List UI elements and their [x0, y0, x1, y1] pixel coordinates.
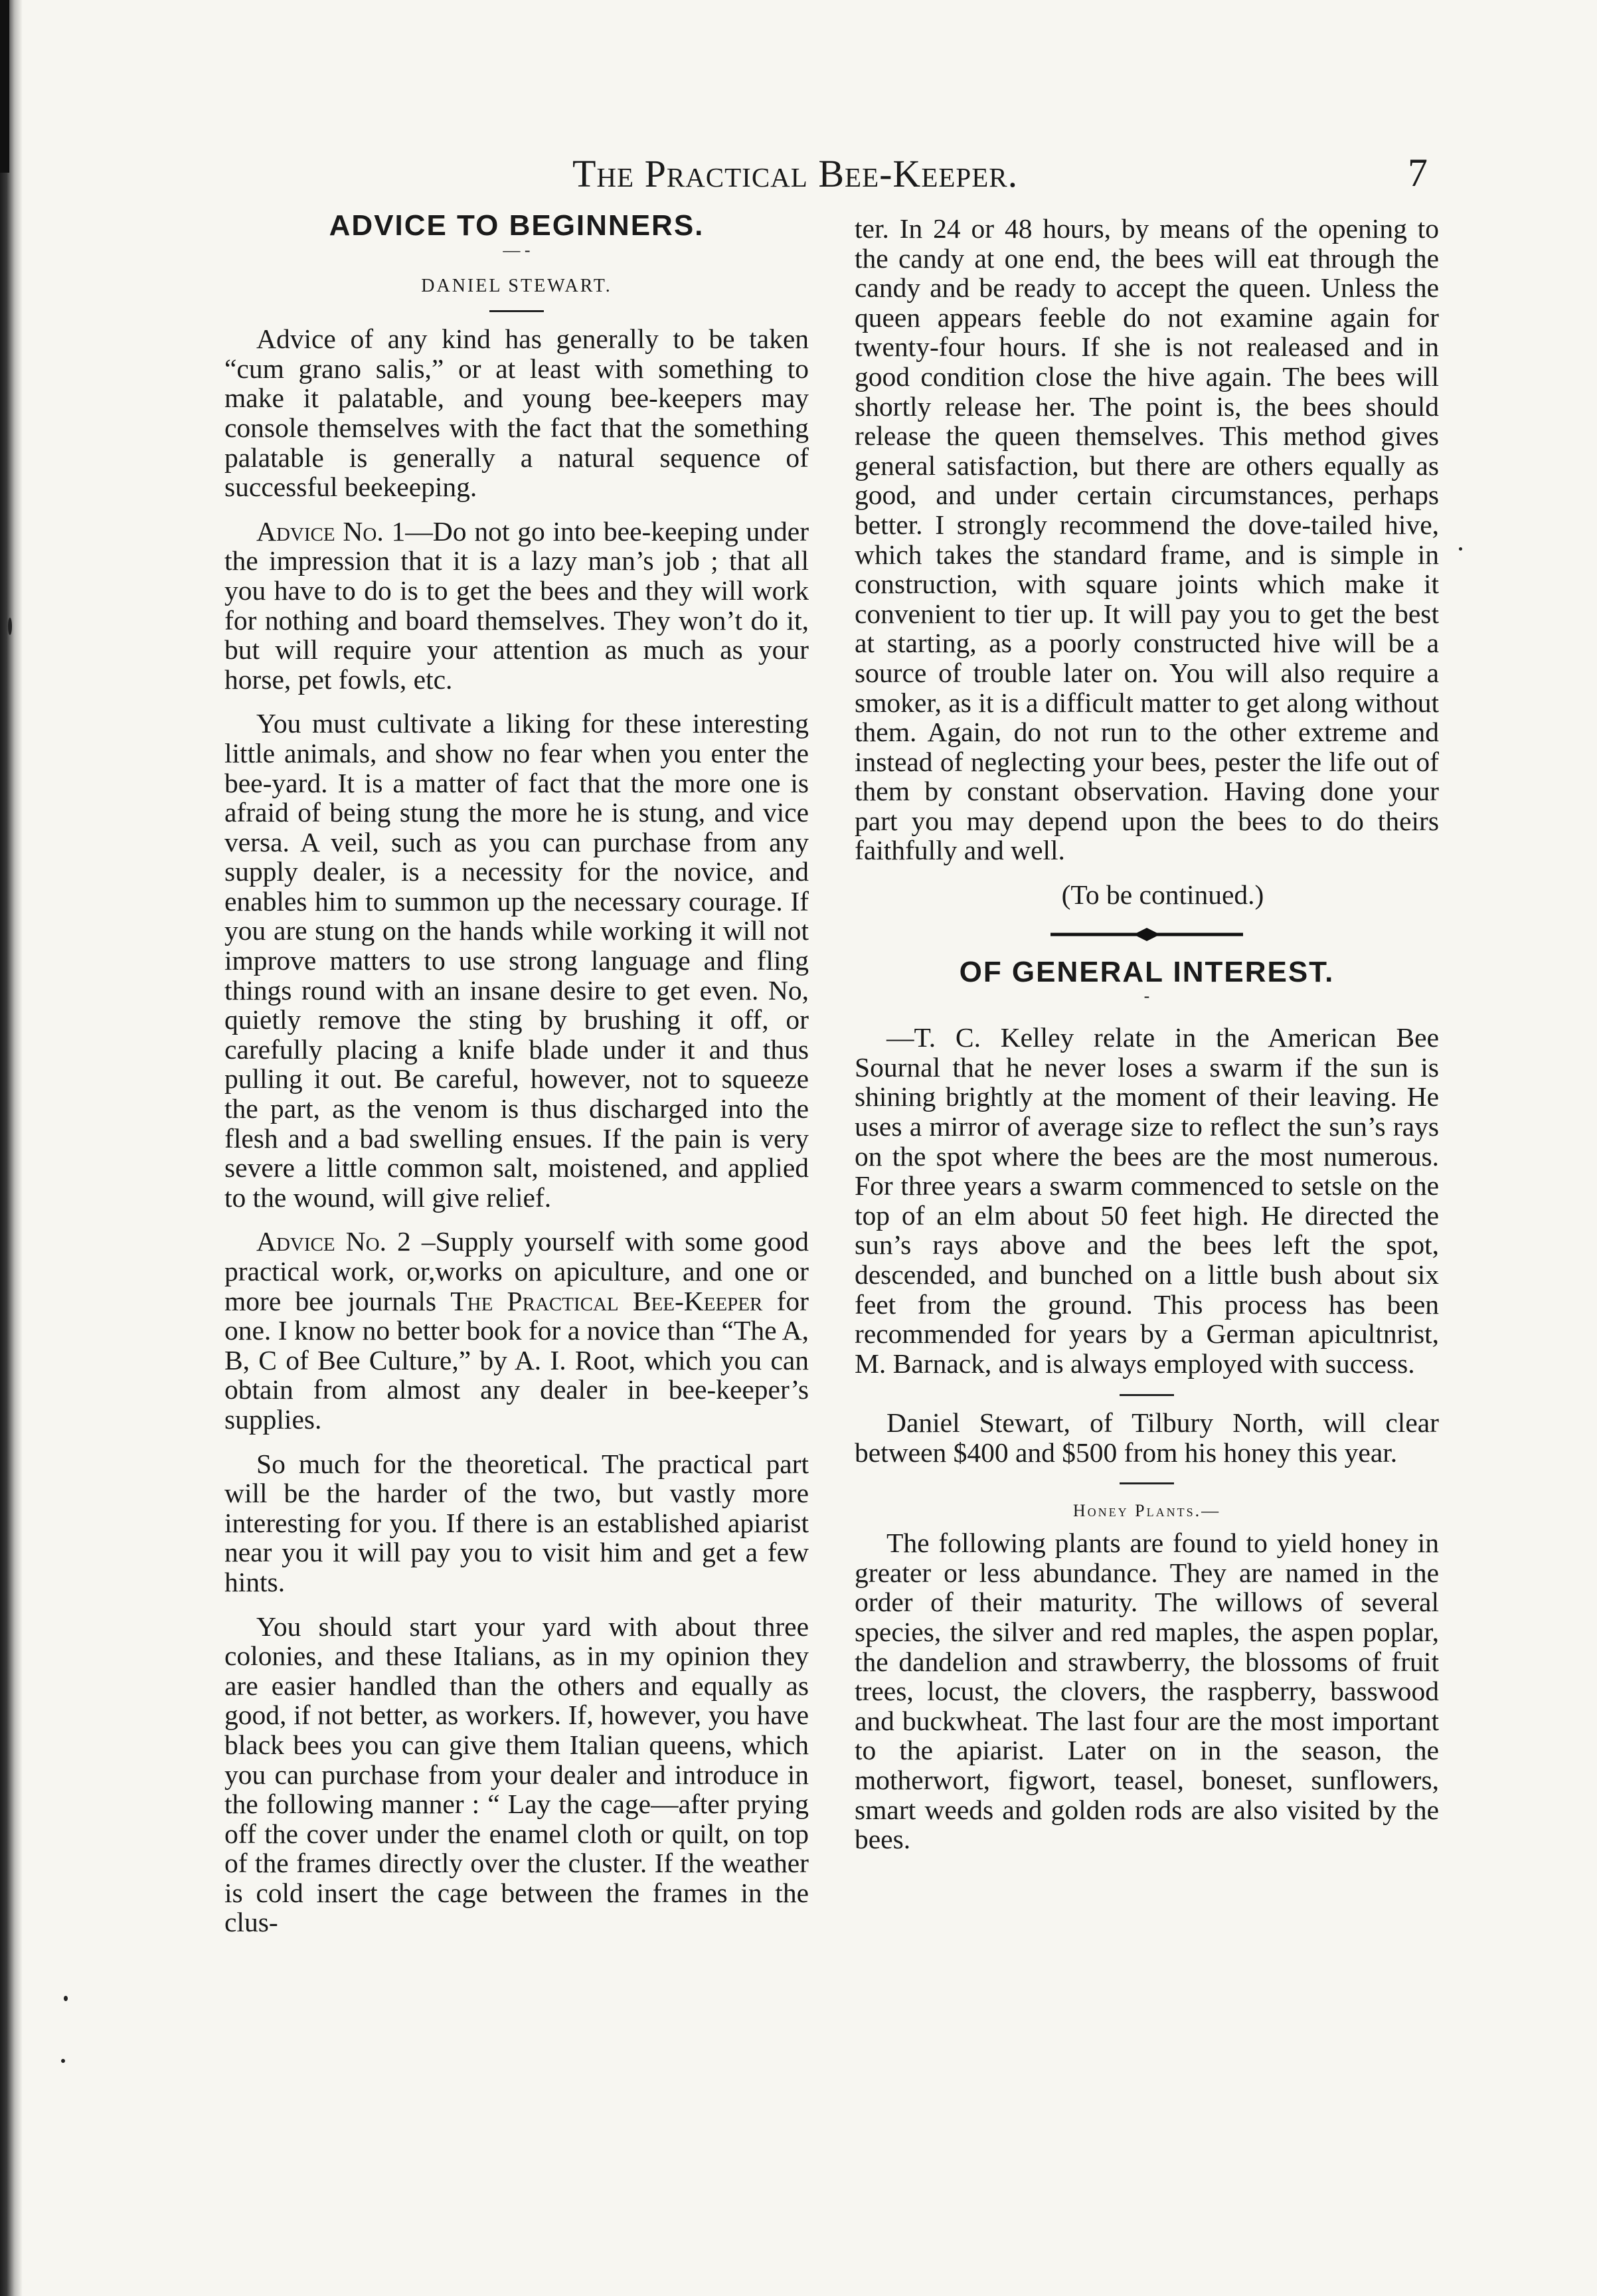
advice-text: —Do not go into bee-keeping under the impression that it is a lazy man’s job ; that all you have to do is to get the bees and they will work for nothing and board themselves. They won’t do it, but will require your attention as much as your horse, pet fowls, etc. [224, 515, 809, 695]
binding-edge-shadow [0, 0, 23, 2296]
page-number: 7 [1408, 151, 1428, 195]
heading-dash: - [1143, 986, 1150, 1006]
ornament-divider [1051, 925, 1243, 944]
divider-rule [1120, 1482, 1174, 1484]
advice-text: for one. I know no better book for a novice than “The A, B, C of Bee Culture,” by A. I. Root, which you can obtain from almost any dealer in bee-keeper’s supplies. [224, 1285, 809, 1435]
print-speck [64, 1996, 68, 2001]
advice-label: Advice No. 1 [256, 515, 406, 547]
divider-rule [1120, 1394, 1174, 1396]
paragraph: —T. C. Kelley relate in the American Bee Sournal that he never loses a swarm if the sun is shining brightly at the moment of their leaving. He uses a mirror of average size to reflect the sun’s rays on the spot where the bees are the most numerous. For three years a swarm commenced to setsle on the top of an elm about 50 feet high. He directed the sun’s rays above and the bees left the spot, descended, and bunched on a little bush about six feet from the ground. This process has been recommended for years by a German apicultnrist, M. Barnack, and is always employed with success. [855, 1022, 1439, 1379]
divider-rule [489, 310, 544, 312]
section-heading: OF GENERAL INTEREST. [959, 955, 1335, 988]
print-speck [1459, 547, 1462, 551]
paragraph: You must cultivate a liking for these interesting little animals, and show no fear when you enter the bee-yard. It is a matter of fact that the more one is afraid of being stung the more he is stung, and vice versa. A veil, such as you can purchase from any supply dealer, is a necessity for the novice, and enables him to summon up the necessary courage. If you are stung on the hands while working it will not improve matters to use strong language and fling things round with an insane desire to get even. No, quietly remove the sting by brushing it off, or carefully placing a knife blade under it and thus pulling it out. Be careful, however, not to squeeze the part, as the venom is thus discharged into the flesh and a bad swelling ensues. If the pain is very severe a little common salt, moistened, and applied to the wound, will give relief. [224, 708, 809, 1213]
paragraph: Advice of any kind has generally to be taken “cum grano salis,” or at least with something to make it palatable, and young bee-keepers may console themselves with the fact that the something palatable is generally a natural sequence of successful beekeeping. [224, 323, 809, 503]
running-title: The Practical Bee-Keeper. [572, 152, 1019, 195]
print-speck [8, 618, 12, 635]
binding-edge-mark [0, 0, 9, 173]
paragraph [224, 1227, 809, 1434]
heading-dash: — - [503, 240, 531, 260]
paragraph: Daniel Stewart, of Tilbury North, will clear between $400 and $500 from his honey this year. [855, 1407, 1439, 1468]
left-column [224, 211, 809, 1937]
paragraph: ter. In 24 or 48 hours, by means of the opening to the candy at one end, the bees will eat through the candy and be ready to accept the queen. Unless the queen appears feeble do not examine again for twenty-four hours. If she is not realeased and in good condition close the hive again. The bees will shortly release her. The point is, the bees should release the queen themselves. This method gives general satisfaction, but there are others equally as good, and under certain circumstances, perhaps better. I strongly recommend the dove-tailed hive, which takes the standard frame, and is simple in construction, with square joints which make it convenient to tier up. It will pay you to get the best at starting, as a poorly constructed hive will be a source of trouble later on. You will also require a smoker, as it is a difficult matter to get along without them. Again, do not run to the other extreme and instead of neglecting your bees, pester the life out of them by constant observation. Having done your part you may depend upon the bees to do theirs faithfully and well. [855, 213, 1439, 866]
right-column [855, 214, 1439, 1854]
running-head [0, 151, 1597, 205]
article-heading: ADVICE TO BEGINNERS. [329, 209, 705, 242]
journal-title: The Practical Bee-Keeper [450, 1285, 763, 1316]
subsection-heading: Honey Plants.— [1072, 1500, 1221, 1520]
advice-text: –Supply yourself with some good practical work, or,works on apiculture, and one or more bee journals [224, 1226, 809, 1316]
paragraph [224, 517, 809, 695]
print-speck [61, 2059, 65, 2063]
continued-note: (To be continued.) [1061, 879, 1264, 911]
paragraph: The following plants are found to yield honey in greater or less abundance. They are named in the order of their maturity. The willows of several species, the silver and red maples, the aspen poplar, the dandelion and strawberry, the blossoms of fruit trees, locust, the clovers, the raspberry, basswood and buckwheat. The last four are the most important to the apiarist. Later on in the season, the motherwort, figwort, teasel, boneset, sunflowers, smart weeds and golden rods are also visited by the bees. [855, 1528, 1439, 1855]
byline: DANIEL STEWART. [421, 275, 612, 296]
advice-label: Advice No. 2 [256, 1226, 411, 1257]
paragraph: So much for the theoretical. The practical part will be the harder of the two, but vastly more interesting for you. If there is an established apiarist near you it will pay you to visit him and get a few hints. [224, 1448, 809, 1597]
paragraph: You should start your yard with about three colonies, and these Italians, as in my opinion they are easier handled than the others and equally as good, if not better, as workers. If, however, you have black bees you can give them Italian queens, which you can purchase from your dealer and introduce in the following manner : “ Lay the cage—after prying off the cover under the enamel cloth or quilt, on top of the frames directly over the cluster. If the weather is cold insert the cage between the frames in the clus- [224, 1611, 809, 1938]
